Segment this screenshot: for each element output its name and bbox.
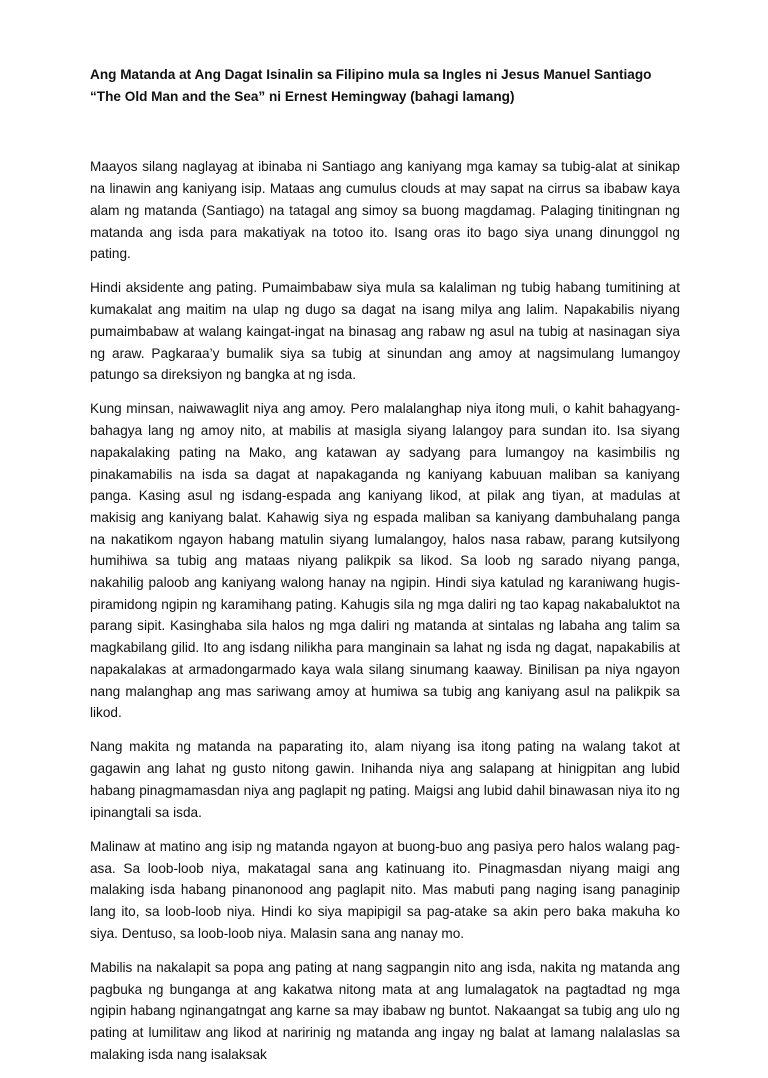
paragraph-5: Malinaw at matino ang isip ng matanda ngayon at buong-buo ang pasiya pero halos walang pag-asa. Sa loob-loob niya, makatagal sana ang katinuang ito. Pinagmasdan niyang maigi ang malaking isda habang pinanonood ang paglapit nito. Mas mabuti pang naging isang panaginip lang ito, sa loob-loob niya. Hindi ko siya mapipigil sa pag-atake sa akin pero baka makuha ko siya. Dentuso, sa loob-loob niya. Malasin sana ang nanay mo. — [90, 838, 680, 941]
paragraph-1: Maayos silang naglayag at ibinaba ni Santiago ang kaniyang mga kamay sa tubig-alat at sinikap na linawin ang kaniyang isip. Mataas ang cumulus clouds at may sapat na cirrus sa ibabaw kaya alam ng matanda (Santiago) na tatagal ang simoy sa buong magdamag. Palaging tinitingnan ng matanda ang isda para makatiyak na totoo ito. Isang oras ito bago siya unang dinunggol ng pating. — [90, 159, 680, 262]
paragraph-4: Nang makita ng matanda na paparating ito, alam niyang isa itong pating na walang takot at gagawin ang lahat ng gusto nitong gawin. Inihanda niya ang salapang at hinigpitan ang lubid habang pinagmamasdan niya ang paglapit ng pating. Maigsi ang lubid dahil binawasan niya ito ng ipinangtali sa isda. — [90, 739, 680, 820]
document-body — [90, 64, 680, 1078]
document-title: Ang Matanda at Ang Dagat Isinalin sa Filipino mula sa Ingles ni Jesus Manuel Santiago “The Old Man and the Sea” ni Ernest Hemingway (bahagi lamang) — [90, 67, 652, 104]
paragraph-2: Hindi aksidente ang pating. Pumaimbabaw siya mula sa kalaliman ng tubig habang tumitining at kumakalat ang maitim na ulap ng dugo sa dagat na isang milya ang lalim. Napakabilis niyang pumaimbabaw at walang kaingat-ingat na binasag ang rabaw ng asul na tubig at nasinagan siya ng araw. Pagkaraa’y bumalik siya sa tubig at sinundan ang amoy at nagsimulang lumangoy patungo sa direksiyon ng bangka at ng isda. — [90, 280, 680, 383]
paragraph-3: Kung minsan, naiwawaglit niya ang amoy. Pero malalanghap niya itong muli, o kahit bahagyang-bahagya lang ng amoy nito, at mabilis at masigla siyang lalangoy para sundan ito. Isa siyang napakalaking pating na Mako, ang katawan ay sadyang para lumangoy na kasimbilis ng pinakamabilis na isda sa dagat at napakaganda ng kaniyang kabuuan maliban sa kaniyang panga. Kasing asul ng isdang-espada ang kaniyang likod, at pilak ang tiyan, at madulas at makisig ang kaniyang balat. Kahawig siya ng espada maliban sa kaniyang dambuhalang panga na nakatikom ngayon habang matulin siyang lumalangoy, halos nasa rabaw, parang kutsilyong humihiwa sa tubig ang mataas niyang palikpik sa likod. Sa loob ng sarado niyang panga, nakahilig paloob ang kaniyang walong hanay na ngipin. Hindi siya katulad ng karaniwang hugis-piramidong ngipin ng karamihang pating. Kahugis sila ng mga daliri ng tao kapag nakabaluktot na parang sipit. Kasinghaba sila halos ng mga daliri ng matanda at sintalas ng labaha ang talim sa magkabilang gilid. Ito ang isdang nilikha para manginain sa lahat ng isda ng dagat, napakabilis at napakalakas at armadongarmado kaya wala silang sinumang kaaway. Binilisan pa niya ngayon nang malanghap ang mas sariwang amoy at humiwa sa tubig ang kaniyang asul na palikpik sa likod. — [90, 401, 680, 721]
paragraph-6: Mabilis na nakalapit sa popa ang pating at nang sagpangin nito ang isda, nakita ng matanda ang pagbuka ng bunganga at ang kakatwa nitong mata at ang lumalagatok na pagtadtad ng mga ngipin habang nginangatngat ang karne sa may ibabaw ng buntot. Nakaangat sa tubig ang ulo ng pating at lumilitaw ang likod at naririnig ng matanda ang ingay ng balat at lamang nalalaslas sa malaking isda nang isalaksak — [90, 959, 680, 1062]
